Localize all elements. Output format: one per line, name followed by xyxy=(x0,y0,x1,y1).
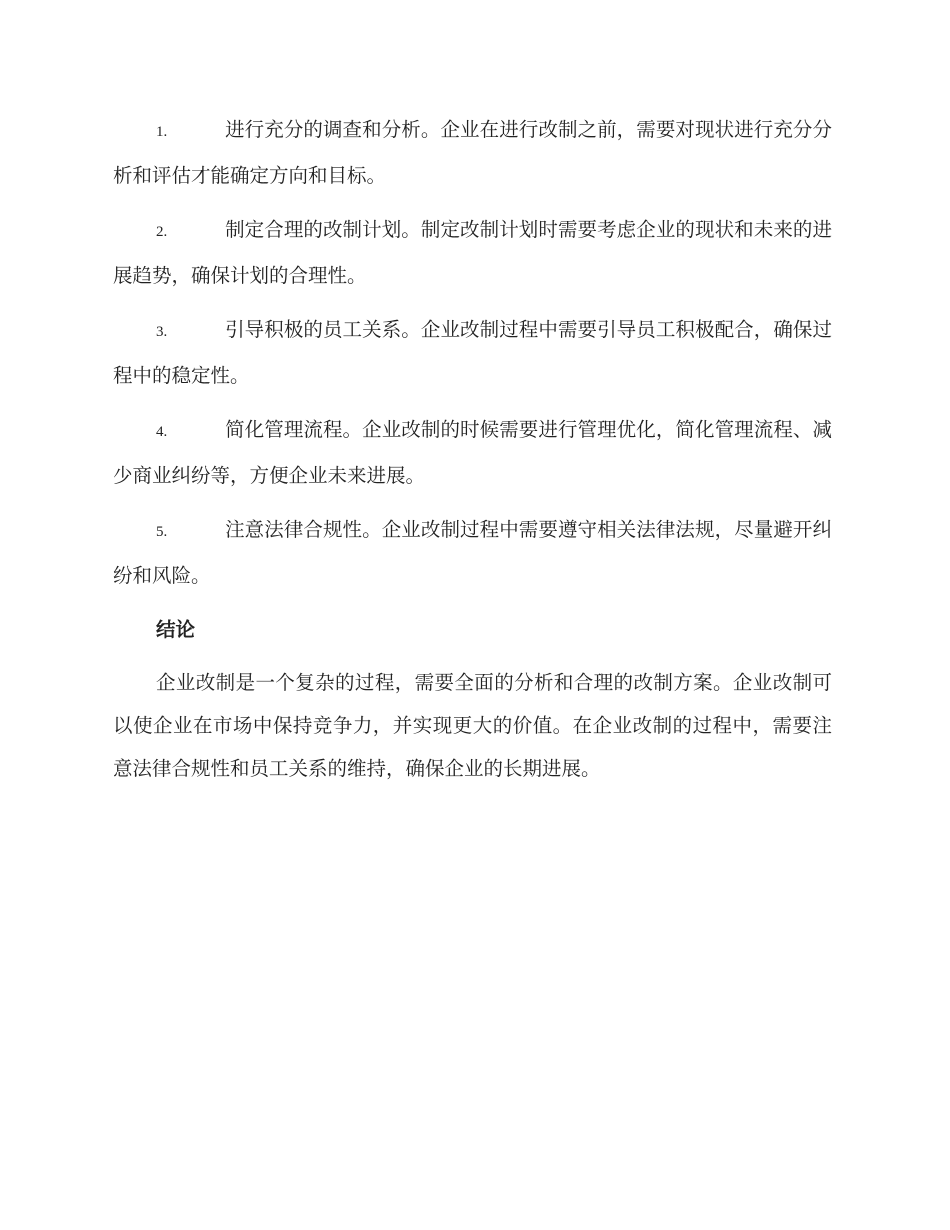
list-item xyxy=(113,408,832,497)
list-item-text: 注意法律合规性。企业改制过程中需要遵守相关法律法规，尽量避开纠纷和风险。 xyxy=(113,518,832,587)
list-item xyxy=(113,108,832,197)
list-item-number: 4. xyxy=(156,424,168,440)
list-item-number: 5. xyxy=(156,524,168,540)
list-item-text: 制定合理的改制计划。制定改制计划时需要考虑企业的现状和未来的进展趋势，确保计划的合理性。 xyxy=(113,218,832,287)
list-item xyxy=(113,208,832,297)
list-item-number: 1. xyxy=(156,124,168,140)
list-item-text: 引导积极的员工关系。企业改制过程中需要引导员工积极配合，确保过程中的稳定性。 xyxy=(113,318,832,387)
list-item-text: 进行充分的调查和分析。企业在进行改制之前，需要对现状进行充分分析和评估才能确定方向和目标。 xyxy=(113,118,832,187)
list-item-number: 3. xyxy=(156,324,168,340)
list-item-number: 2. xyxy=(156,224,168,240)
list-item xyxy=(113,308,832,397)
list-item xyxy=(113,508,832,597)
list-item-text: 简化管理流程。企业改制的时候需要进行管理优化，简化管理流程、减少商业纠纷等，方便企业未来进展。 xyxy=(113,418,832,487)
conclusion-paragraph: 企业改制是一个复杂的过程，需要全面的分析和合理的改制方案。企业改制可以使企业在市场中保持竞争力，并实现更大的价值。在企业改制的过程中，需要注意法律合规性和员工关系的维持，确保企业的长期进展。 xyxy=(113,671,832,780)
section-heading: 结论 xyxy=(156,618,196,641)
